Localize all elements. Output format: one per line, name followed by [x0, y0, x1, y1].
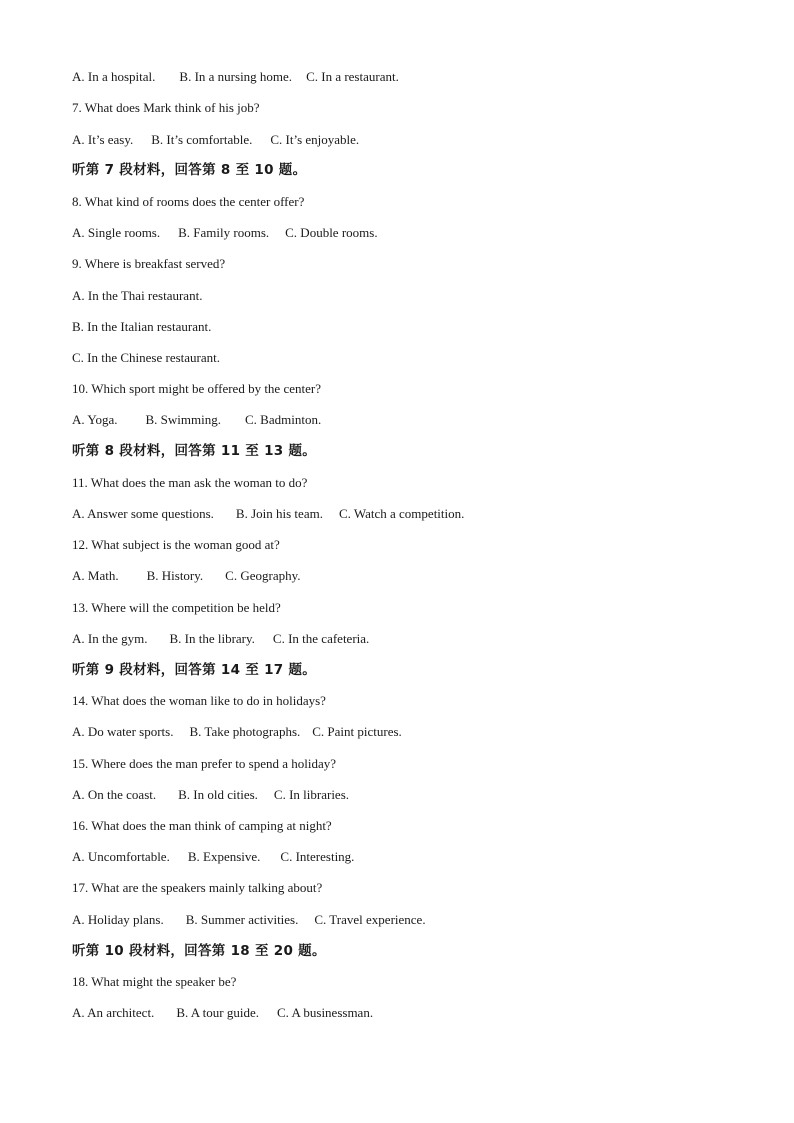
answer-option: B. In a nursing home.	[179, 69, 293, 84]
answer-option: B. In old cities.	[178, 787, 258, 802]
question-text: 12. What subject is the woman good at?	[72, 537, 280, 552]
question-text: 14. What does the woman like to do in holidays?	[72, 693, 326, 708]
answer-option: A. In the gym.	[72, 631, 148, 646]
section-heading: 听第 7 段材料，回答第 8 至 10 题。	[72, 162, 307, 178]
answer-option: C. A businessman.	[277, 1005, 374, 1020]
answer-option: C. Double rooms.	[285, 225, 378, 240]
answer-option: A. Holiday plans.	[72, 912, 164, 927]
question-text: 10. Which sport might be offered by the center?	[72, 381, 321, 396]
answer-option: C. Watch a competition.	[338, 506, 465, 521]
answer-option: A. It’s easy.	[72, 132, 134, 147]
question-text: 7. What does Mark think of his job?	[72, 100, 260, 115]
answer-option: B. Expensive.	[187, 849, 261, 864]
answer-option: B. A tour guide.	[176, 1005, 260, 1020]
answer-option: C. Badminton.	[245, 412, 322, 427]
answer-option: A. Uncomfortable.	[72, 849, 170, 864]
section-heading: 听第 8 段材料，回答第 11 至 13 题。	[72, 443, 317, 459]
answer-options	[72, 412, 321, 428]
answer-option: B. It’s comfortable.	[151, 132, 253, 147]
answer-option: A. In the Thai restaurant.	[72, 288, 203, 303]
answer-options	[72, 787, 349, 803]
section-heading: 听第 10 段材料，回答第 18 至 20 题。	[72, 943, 326, 959]
answer-option: C. In libraries.	[273, 787, 350, 802]
answer-option: C. It’s enjoyable.	[270, 132, 360, 147]
answer-option: B. History.	[146, 568, 204, 583]
answer-option: C. Travel experience.	[314, 912, 426, 927]
answer-option: A. Yoga.	[72, 412, 118, 427]
answer-options	[72, 724, 402, 740]
question-text: 8. What kind of rooms does the center offer?	[72, 194, 305, 209]
answer-options	[72, 225, 378, 241]
answer-options	[72, 568, 301, 584]
question-text: 11. What does the man ask the woman to do?	[72, 475, 308, 490]
answer-option: C. Interesting.	[280, 849, 355, 864]
answer-option: C. In the Chinese restaurant.	[72, 350, 221, 365]
answer-options	[72, 69, 399, 85]
answer-option: A. Math.	[72, 568, 119, 583]
answer-option: C. Paint pictures.	[312, 724, 402, 739]
answer-option: C. In the cafeteria.	[272, 631, 370, 646]
section-heading: 听第 9 段材料，回答第 14 至 17 题。	[72, 662, 317, 678]
answer-option: A. Single rooms.	[72, 225, 161, 240]
question-text: 9. Where is breakfast served?	[72, 256, 226, 271]
answer-option: B. Join his team.	[235, 506, 323, 521]
answer-option: A. In a hospital.	[72, 69, 156, 84]
answer-options	[72, 912, 426, 928]
answer-option: A. Do water sports.	[72, 724, 174, 739]
question-text: 16. What does the man think of camping at night?	[72, 818, 332, 833]
answer-option: B. Swimming.	[145, 412, 222, 427]
answer-option: A. Answer some questions.	[72, 506, 214, 521]
answer-option: C. In a restaurant.	[306, 69, 399, 84]
answer-options	[72, 132, 359, 148]
question-text: 18. What might the speaker be?	[72, 974, 237, 989]
answer-option: C. Geography.	[225, 568, 301, 583]
answer-option: B. In the library.	[169, 631, 255, 646]
answer-option: B. Family rooms.	[178, 225, 270, 240]
answer-option: A. On the coast.	[72, 787, 157, 802]
answer-option: B. Take photographs.	[189, 724, 301, 739]
answer-options	[72, 631, 369, 647]
answer-option: A. An architect.	[72, 1005, 155, 1020]
question-text: 13. Where will the competition be held?	[72, 600, 281, 615]
answer-options	[72, 1005, 373, 1021]
answer-options	[72, 506, 464, 522]
question-text: 17. What are the speakers mainly talking about?	[72, 880, 323, 895]
question-text: 15. Where does the man prefer to spend a holiday?	[72, 756, 336, 771]
answer-options	[72, 849, 354, 865]
answer-option: B. In the Italian restaurant.	[72, 319, 212, 334]
answer-option: B. Summer activities.	[185, 912, 299, 927]
